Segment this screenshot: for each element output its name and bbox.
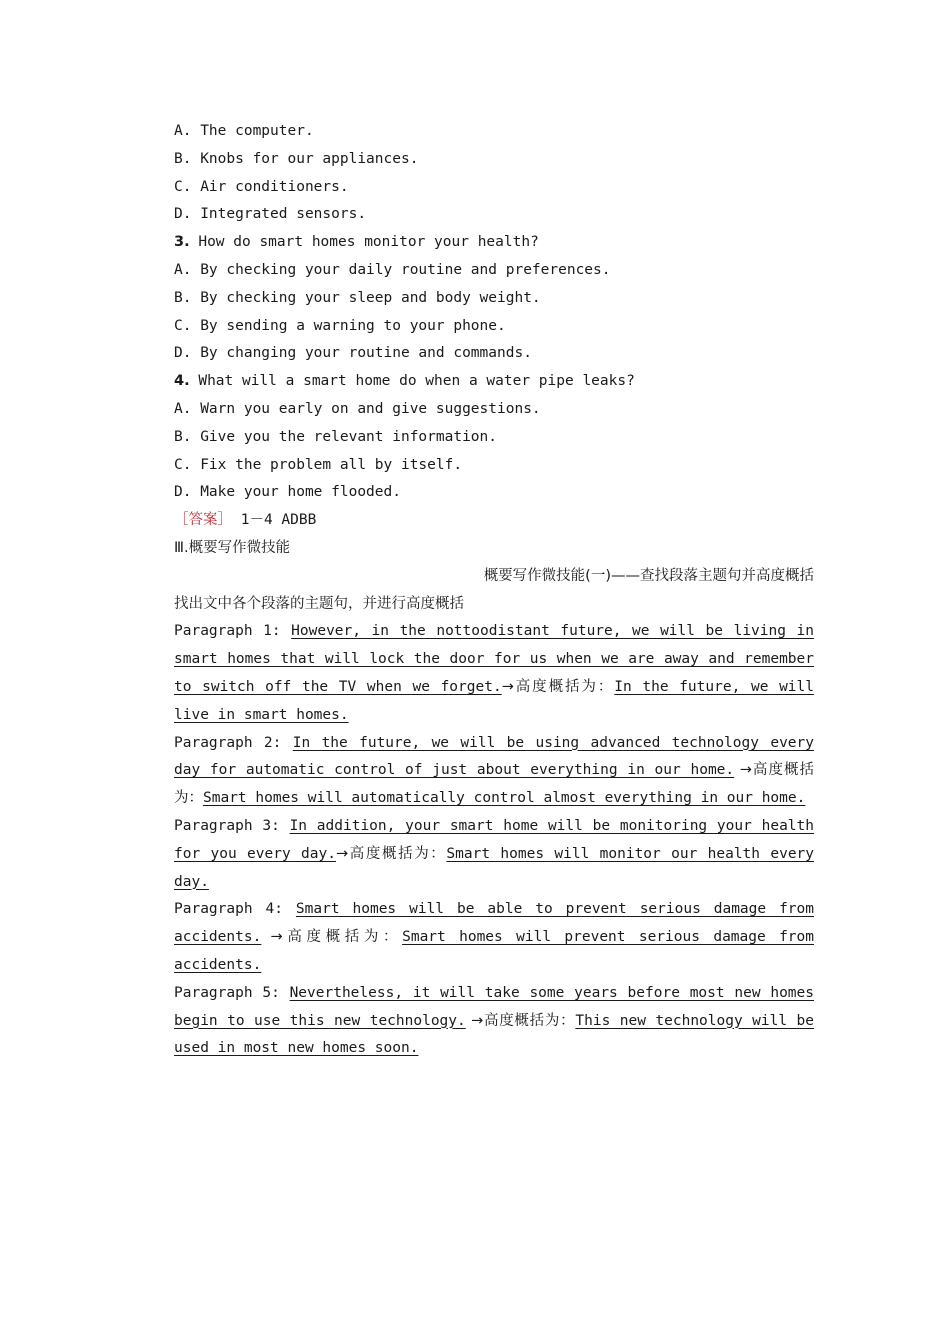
- paragraph-label: Paragraph 2:: [174, 734, 293, 751]
- q2-option-b: B. Knobs for our appliances.: [174, 150, 419, 167]
- question-4-stem: What will a smart home do when a water pipe leaks?: [189, 373, 635, 390]
- answer-line: [136, 507, 814, 535]
- q4-option-a: A. Warn you early on and give suggestions.: [174, 400, 541, 417]
- skill-title: 概要写作微技能(一)——查找段落主题句并高度概括: [483, 567, 814, 584]
- summary-sentence: Smart homes will automatically control almost everything in our home.: [203, 790, 806, 807]
- question-3-number: 3.: [174, 234, 190, 251]
- section-heading: Ⅲ.概要写作微技能: [174, 539, 291, 556]
- summary-sentence: Smart homes will prevent serious damage from accidents.: [174, 929, 814, 973]
- question-3-stem: How do smart homes monitor your health?: [189, 234, 539, 251]
- topic-sentence: Nevertheless, it will take some years before most new homes begin to use this new technology.: [174, 984, 814, 1029]
- q3-option-c: C. By sending a warning to your phone.: [174, 317, 506, 334]
- topic-sentence: Smart homes will be able to prevent serious damage from accidents.: [174, 901, 814, 946]
- paragraph-1-summary: [136, 618, 814, 729]
- q3-option-a: A. By checking your daily routine and preferences.: [174, 261, 611, 278]
- q2-option-a: A. The computer.: [174, 123, 314, 139]
- question-4-number: 4.: [174, 373, 190, 390]
- question-3: [136, 229, 814, 257]
- summary-sentence: This new technology will be used in most new homes soon.: [174, 1012, 815, 1057]
- q2-option-d: D. Integrated sensors.: [174, 206, 367, 223]
- arrow-summary-label: →高度概括为：: [261, 929, 403, 946]
- answer-tag: ［答案］: [174, 512, 232, 529]
- paragraph-label: Paragraph 4:: [174, 901, 296, 918]
- q4-option-d: D. Make your home flooded.: [174, 484, 401, 501]
- topic-sentence: In the future, we will be using advanced technology every day for automatic control of just about everything in our home.: [174, 734, 814, 779]
- arrow-summary-label: →高度概括为：: [335, 845, 447, 862]
- paragraph-label: Paragraph 1:: [174, 623, 292, 640]
- worksheet-page: [136, 118, 814, 1063]
- q3-option-b: B. By checking your sleep and body weight.: [174, 289, 541, 306]
- arrow-summary-label: →高度概括为：: [465, 1012, 576, 1029]
- q4-option-c: C. Fix the problem all by itself.: [174, 456, 463, 473]
- paragraph-2-summary: [136, 730, 814, 813]
- summary-sentence: Smart homes will monitor our health every day.: [174, 845, 815, 890]
- q3-option-d: D. By changing your routine and commands.: [174, 345, 532, 362]
- q2-option-c: C. Air conditioners.: [174, 178, 349, 195]
- topic-sentence: In addition, your smart home will be monitoring your health for you every day.: [174, 817, 814, 862]
- paragraph-label: Paragraph 5:: [174, 984, 290, 1001]
- topic-sentence: However, in the nottoodistant future, we will be living in smart homes that will lock the door for us when we are away and remember to switch off the TV when we forget.: [174, 623, 814, 695]
- instruction: 找出文中各个段落的主题句，并进行高度概括: [174, 595, 464, 612]
- q4-option-b: B. Give you the relevant information.: [174, 428, 498, 445]
- arrow-summary-label: →高度概括为：: [501, 678, 615, 695]
- summary-sentence: In the future, we will live in smart homes.: [174, 678, 814, 723]
- question-4: [136, 368, 814, 396]
- paragraph-5-summary: [136, 980, 814, 1063]
- arrow-summary-label: →高度概括为：: [174, 762, 814, 807]
- paragraph-3-summary: [136, 813, 814, 896]
- paragraph-label: Paragraph 3:: [174, 817, 290, 834]
- answer-text: 1－4 ADBB: [232, 512, 317, 529]
- paragraph-4-summary: [136, 896, 814, 979]
